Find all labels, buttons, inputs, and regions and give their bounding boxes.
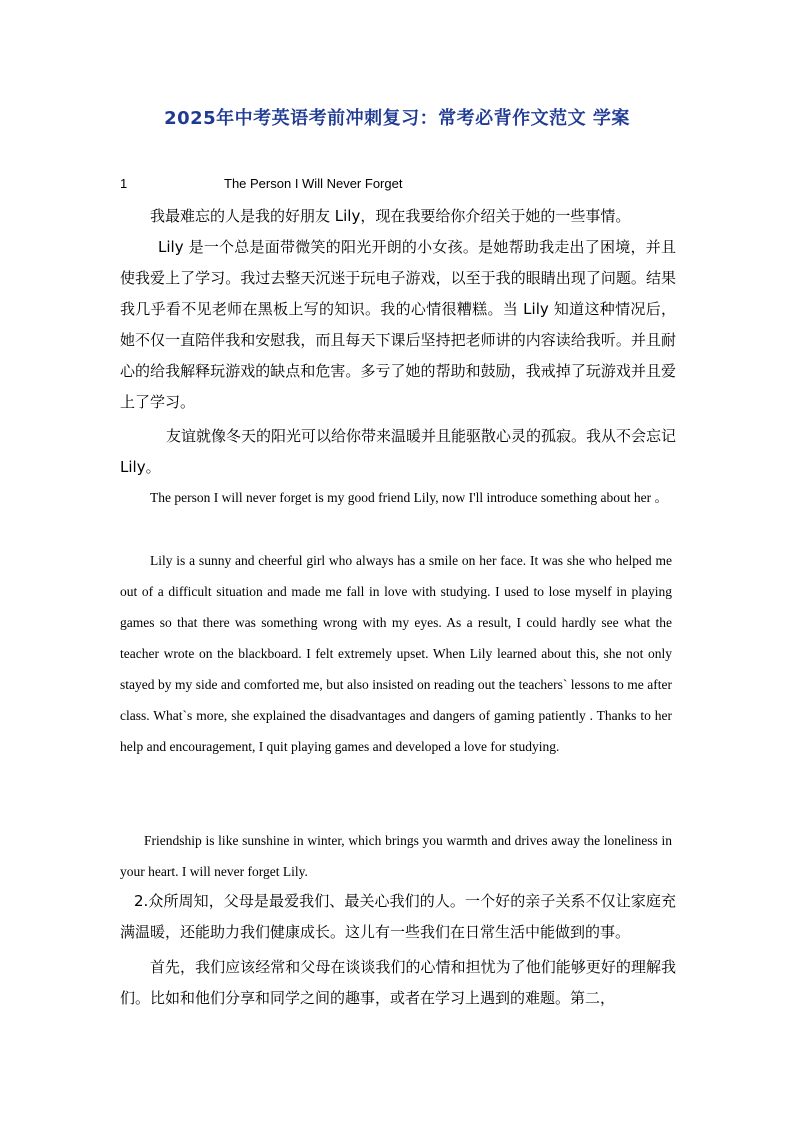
zh-paragraph-2: Lily 是一个总是面带微笑的阳光开朗的小女孩。是她帮助我走出了困境，并且使我爱上了学习。我过去整天沉迷于玩电子游戏，以至于我的眼睛出现了问题。结果我几乎看不见老师在黑板上写的知识。我的心情很糟糕。当 Lily 知道这种情况后，她不仅一直陪伴我和安慰我，而且每天下课后坚持把老师讲的内容读给我听。并且耐心的给我解释玩游戏的缺点和危害。多亏了她的帮助和鼓励，我戒掉了玩游戏并且爱上了学习。 [120,238,676,411]
document-title: 2025年中考英语考前冲刺复习：常考必背作文范文 学案 [164,108,630,129]
en-paragraph-3: Friendship is like sunshine in winter, which brings you warmth and drives away the loneliness in your heart. I will never forget Lily. [120,833,672,879]
zh-paragraph-1: 我最难忘的人是我的好朋友 Lily，现在我要给你介绍关于她的一些事情。 [150,207,631,225]
zh-section2-paragraph-2: 首先，我们应该经常和父母在谈谈我们的心情和担忧为了他们能够更好的理解我们。比如和他们分享和同学之间的趣事，或者在学习上遇到的难题。第二， [120,958,676,1007]
essay-title: The Person I Will Never Forget [224,176,403,191]
en-paragraph-1: The person I will never forget is my good friend Lily, now I'll introduce something about her 。 [150,490,668,505]
zh-paragraph-3: 友谊就像冬天的阳光可以给你带来温暖并且能驱散心灵的孤寂。我从不会忘记 Lily。 [120,427,677,476]
essay-number: 1 [120,176,128,191]
zh-section2-paragraph-1: 2.众所周知，父母是最爱我们、最关心我们的人。一个好的亲子关系不仅让家庭充满温暖，还能助力我们健康成长。这儿有一些我们在日常生活中能做到的事。 [120,892,676,941]
en-paragraph-2: Lily is a sunny and cheerful girl who always has a smile on her face. It was she who helped me out of a difficult situation and made me fall in love with studying. I used to lose myself in playing games so that there was something wrong with my eyes. As a result, I could hardly see what the teacher wrote on the blackboard. I felt extremely upset. When Lily learned about this, she not only stayed by my side and comforted me, but also insisted on reading out the teachers` lessons to me after class. What`s more, she explained the disadvantages and dangers of gaming patiently . Thanks to her help and encouragement, I quit playing games and developed a love for studying. [120,553,672,754]
